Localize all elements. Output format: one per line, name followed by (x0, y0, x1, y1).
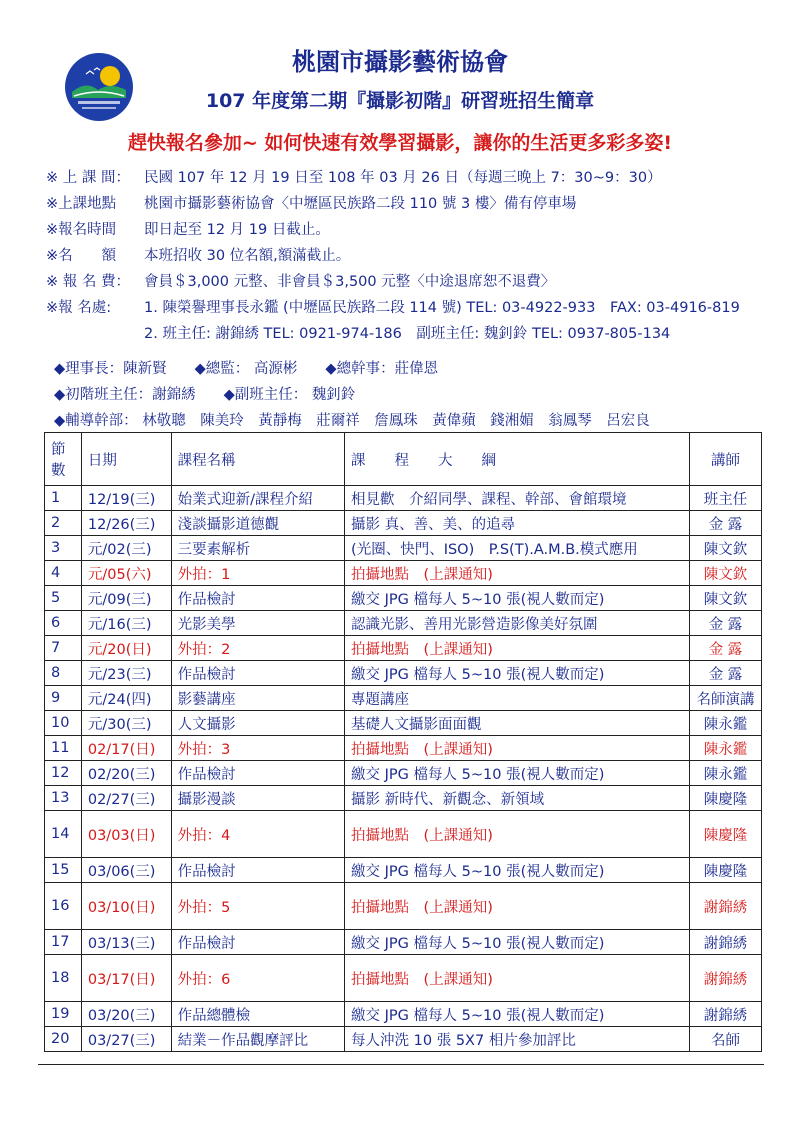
cell-outline: 拍攝地點 (上課通知) (345, 955, 690, 1002)
cell-course: 光影美學 (171, 611, 344, 636)
cell-teacher: 名師演講 (689, 686, 761, 711)
table-row (45, 636, 762, 661)
staff-tutors: ◆輔導幹部： 林敬聰 陳美玲 黃靜梅 莊爾祥 詹鳳珠 黃偉蘋 錢湘媚 翁鳳琴 呂宏良 (54, 413, 650, 429)
cell-date: 元/20(日) (81, 636, 171, 661)
header-outline: 課 程 大 綱 (345, 433, 690, 486)
table-row (45, 486, 762, 511)
staff-secretary: ◆總幹事：莊偉恩 (325, 361, 439, 377)
cell-teacher: 金 露 (689, 661, 761, 686)
cell-no: 7 (45, 636, 82, 661)
info-quota (46, 243, 786, 269)
cell-no: 5 (45, 586, 82, 611)
cell-teacher: 謝錦綉 (689, 955, 761, 1002)
staff-director: ◆總監： 高源彬 (194, 361, 298, 377)
cell-teacher: 陳文欽 (689, 561, 761, 586)
info-contact-2: 2. 班主任: 謝錦綉 TEL: 0921-974-186 副班主任: 魏釗鈴 TEL: 0937-805-134 (144, 326, 671, 342)
cell-no: 12 (45, 761, 82, 786)
cell-teacher: 陳文欽 (689, 536, 761, 561)
cell-course: 作品檢討 (171, 661, 344, 686)
cell-outline: 繳交 JPG 檔每人 5~10 張(視人數而定) (345, 1002, 690, 1027)
cell-no: 15 (45, 858, 82, 883)
cell-no: 19 (45, 1002, 82, 1027)
staff-chairman: ◆理事長：陳新賢 (54, 361, 167, 377)
cell-teacher: 謝錦綉 (689, 883, 761, 930)
cell-date: 元/16(三) (81, 611, 171, 636)
org-title: 桃園市攝影藝術協會 (292, 48, 508, 76)
cell-course: 作品檢討 (171, 858, 344, 883)
header-course: 課程名稱 (171, 433, 344, 486)
cell-teacher: 班主任 (689, 486, 761, 511)
cell-outline: 基礎人文攝影面面觀 (345, 711, 690, 736)
cell-course: 外拍：6 (171, 955, 344, 1002)
cell-course: 攝影漫談 (171, 786, 344, 811)
cell-teacher: 名師 (689, 1027, 761, 1052)
cell-no: 14 (45, 811, 82, 858)
info-time (46, 165, 786, 191)
cell-course: 外拍：5 (171, 883, 344, 930)
cell-outline: 拍攝地點 (上課通知) (345, 636, 690, 661)
schedule-table (44, 432, 762, 1052)
cell-date: 02/20(三) (81, 761, 171, 786)
cell-course: 三要素解析 (171, 536, 344, 561)
table-row (45, 611, 762, 636)
info-quota-value: 本班招收 30 位名額,額滿截止。 (144, 248, 351, 264)
cell-outline: 繳交 JPG 檔每人 5~10 張(視人數而定) (345, 930, 690, 955)
table-row (45, 883, 762, 930)
table-row (45, 761, 762, 786)
cell-no: 6 (45, 611, 82, 636)
cell-teacher: 陳慶隆 (689, 858, 761, 883)
cell-date: 元/23(三) (81, 661, 171, 686)
cell-teacher: 陳永鑑 (689, 761, 761, 786)
cell-course: 始業式迎新/課程介紹 (171, 486, 344, 511)
table-row (45, 536, 762, 561)
staff-row-2 (54, 382, 650, 408)
cell-date: 02/27(三) (81, 786, 171, 811)
cell-course: 外拍：1 (171, 561, 344, 586)
info-quota-label: ※名 額 (46, 248, 117, 264)
table-row (45, 711, 762, 736)
info-deadline-value: 即日起至 12 月 19 日截止。 (144, 222, 330, 238)
cell-date: 元/24(四) (81, 686, 171, 711)
cell-course: 作品檢討 (171, 930, 344, 955)
cell-no: 1 (45, 486, 82, 511)
cell-no: 20 (45, 1027, 82, 1052)
cell-date: 元/02(三) (81, 536, 171, 561)
cell-no: 11 (45, 736, 82, 761)
cell-outline: 專題講座 (345, 686, 690, 711)
cell-teacher: 謝錦綉 (689, 930, 761, 955)
cell-outline: 拍攝地點 (上課通知) (345, 561, 690, 586)
cell-outline: 認識光影、善用光影營造影像美好氛圍 (345, 611, 690, 636)
cell-teacher: 陳慶隆 (689, 786, 761, 811)
cell-course: 作品檢討 (171, 761, 344, 786)
table-row (45, 930, 762, 955)
cell-teacher: 陳永鑑 (689, 711, 761, 736)
table-row (45, 1027, 762, 1052)
table-row (45, 1002, 762, 1027)
cell-outline: 攝影 新時代、新觀念、新領域 (345, 786, 690, 811)
header-no: 節數 (45, 433, 82, 486)
cell-date: 03/03(日) (81, 811, 171, 858)
info-place-value: 桃園市攝影藝術協會〈中壢區民族路二段 110 號 3 樓〉備有停車場 (144, 196, 577, 212)
info-place-label: ※上課地點 (46, 196, 117, 212)
bottom-rule (38, 1064, 764, 1065)
info-deadline (46, 217, 786, 243)
cell-teacher: 金 露 (689, 636, 761, 661)
table-row (45, 811, 762, 858)
table-row (45, 661, 762, 686)
cell-date: 03/20(三) (81, 1002, 171, 1027)
info-place (46, 191, 786, 217)
cell-no: 18 (45, 955, 82, 1002)
info-fee-label: ※ 報 名 費： (46, 274, 130, 290)
cell-outline: 相見歡 介紹同學、課程、幹部、會館環境 (345, 486, 690, 511)
cell-date: 03/17(日) (81, 955, 171, 1002)
cell-course: 外拍：2 (171, 636, 344, 661)
info-time-value: 民國 107 年 12 月 19 日至 108 年 03 月 26 日（每週三晚上 7：30~9：30） (144, 170, 662, 186)
cell-teacher: 謝錦綉 (689, 1002, 761, 1027)
cell-no: 13 (45, 786, 82, 811)
table-row (45, 736, 762, 761)
cell-date: 02/17(日) (81, 736, 171, 761)
table-row (45, 786, 762, 811)
table-row (45, 686, 762, 711)
cell-date: 元/05(六) (81, 561, 171, 586)
info-time-label: ※ 上 課 間： (46, 170, 130, 186)
cell-date: 12/19(三) (81, 486, 171, 511)
cell-teacher: 金 露 (689, 611, 761, 636)
staff-vice-head: ◆副班主任： 魏釗鈴 (223, 387, 356, 403)
cell-course: 作品檢討 (171, 586, 344, 611)
cell-no: 3 (45, 536, 82, 561)
cell-outline: 繳交 JPG 檔每人 5~10 張(視人數而定) (345, 858, 690, 883)
table-row (45, 561, 762, 586)
cell-course: 影藝講座 (171, 686, 344, 711)
cell-date: 03/27(三) (81, 1027, 171, 1052)
cell-course: 作品總體檢 (171, 1002, 344, 1027)
header-teacher: 講師 (689, 433, 761, 486)
cell-teacher: 陳永鑑 (689, 736, 761, 761)
info-section (46, 165, 786, 347)
cell-date: 元/09(三) (81, 586, 171, 611)
cell-date: 12/26(三) (81, 511, 171, 536)
cell-outline: 拍攝地點 (上課通知) (345, 883, 690, 930)
staff-section (54, 356, 650, 434)
table-row (45, 858, 762, 883)
cell-course: 結業－作品觀摩評比 (171, 1027, 344, 1052)
staff-row-1 (54, 356, 650, 382)
cell-no: 17 (45, 930, 82, 955)
course-title: 107 年度第二期『攝影初階』研習班招生簡章 (205, 90, 595, 112)
cell-no: 2 (45, 511, 82, 536)
cell-no: 8 (45, 661, 82, 686)
cell-outline: 每人沖洗 10 張 5X7 相片參加評比 (345, 1027, 690, 1052)
info-fee (46, 269, 786, 295)
cell-course: 外拍：3 (171, 736, 344, 761)
cell-date: 03/13(三) (81, 930, 171, 955)
cell-course: 人文攝影 (171, 711, 344, 736)
table-header-row (45, 433, 762, 486)
table-row (45, 586, 762, 611)
table-row (45, 955, 762, 1002)
staff-head: ◆初階班主任：謝錦綉 (54, 387, 196, 403)
cell-course: 外拍：4 (171, 811, 344, 858)
info-deadline-label: ※報名時間 (46, 222, 117, 238)
cell-date: 03/06(三) (81, 858, 171, 883)
cell-no: 9 (45, 686, 82, 711)
cell-date: 元/30(三) (81, 711, 171, 736)
cell-no: 16 (45, 883, 82, 930)
cell-outline: 拍攝地點 (上課通知) (345, 811, 690, 858)
slogan: 趕快報名參加~ 如何快速有效學習攝影，讓你的生活更多彩多姿! (127, 132, 673, 154)
cell-date: 03/10(日) (81, 883, 171, 930)
table-row (45, 511, 762, 536)
cell-outline: 拍攝地點 (上課通知) (345, 736, 690, 761)
info-contact-label: ※報 名處: (46, 300, 112, 316)
cell-outline: (光圈、快門、ISO) P.S(T).A.M.B.模式應用 (345, 536, 690, 561)
cell-outline: 繳交 JPG 檔每人 5~10 張(視人數而定) (345, 661, 690, 686)
cell-teacher: 金 露 (689, 511, 761, 536)
cell-outline: 繳交 JPG 檔每人 5~10 張(視人數而定) (345, 586, 690, 611)
cell-teacher: 陳文欽 (689, 586, 761, 611)
cell-course: 淺談攝影道德觀 (171, 511, 344, 536)
cell-no: 4 (45, 561, 82, 586)
info-fee-value: 會員＄3,000 元整、非會員＄3,500 元整〈中途退席恕不退費〉 (144, 274, 556, 290)
cell-outline: 攝影 真、善、美、的追尋 (345, 511, 690, 536)
cell-outline: 繳交 JPG 檔每人 5~10 張(視人數而定) (345, 761, 690, 786)
cell-no: 10 (45, 711, 82, 736)
info-contact-1: 1. 陳榮譽理事長永鑑 (中壢區民族路二段 114 號) TEL: 03-4922-933 FAX: 03-4916-819 (144, 300, 740, 316)
cell-teacher: 陳慶隆 (689, 811, 761, 858)
header-date: 日期 (81, 433, 171, 486)
info-contact (46, 295, 786, 321)
